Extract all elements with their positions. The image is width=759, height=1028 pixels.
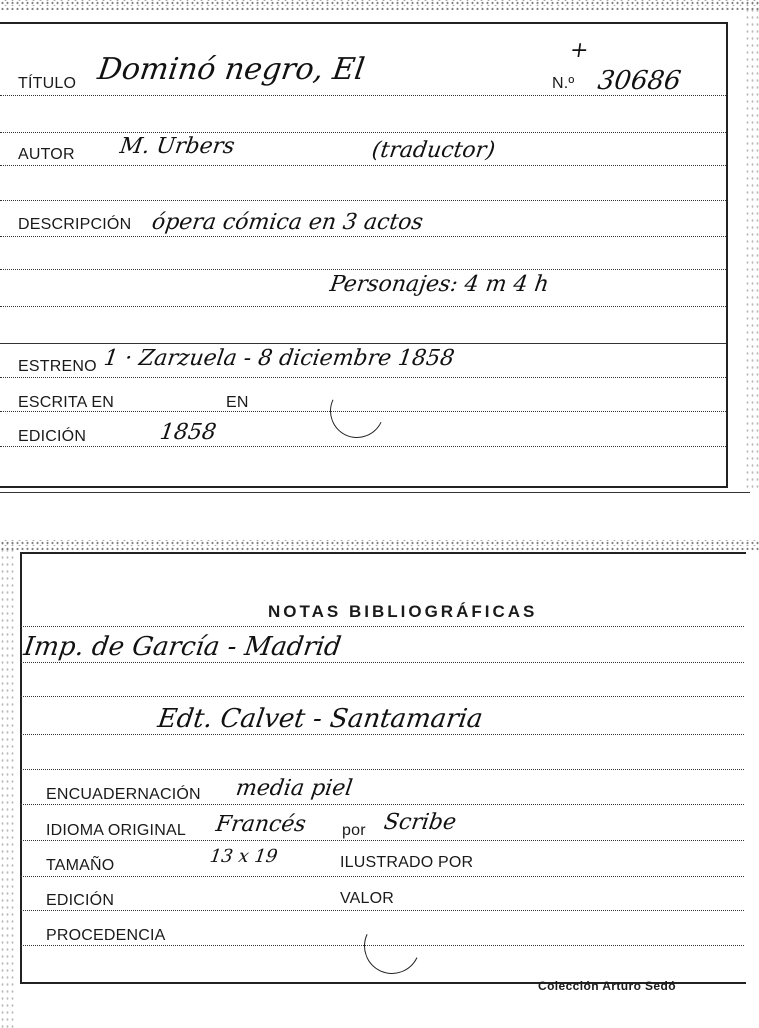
ruled-line bbox=[20, 734, 744, 735]
ruled-line bbox=[20, 840, 744, 841]
label-por: por bbox=[342, 822, 366, 839]
ruled-line bbox=[20, 626, 744, 627]
ruled-line bbox=[0, 132, 726, 133]
label-autor: AUTOR bbox=[18, 146, 75, 163]
label-edicion: EDICIÓN bbox=[18, 428, 87, 445]
ruled-line bbox=[20, 910, 744, 911]
ruled-line bbox=[20, 696, 744, 697]
label-encuadernacion: ENCUADERNACIÓN bbox=[46, 786, 201, 803]
ruled-line bbox=[20, 662, 744, 663]
notes-heading: NOTAS BIBLIOGRÁFICAS bbox=[268, 602, 538, 621]
handwritten-original-language: Francés bbox=[214, 812, 308, 837]
handwritten-author: M. Urbers bbox=[118, 134, 237, 159]
handwritten-original-author: Scribe bbox=[382, 810, 458, 835]
handwritten-characters: Personajes: 4 m 4 h bbox=[328, 272, 551, 297]
ruled-line bbox=[0, 343, 726, 344]
catalog-card-back bbox=[0, 540, 759, 1028]
collection-credit: Colección Arturo Sedó bbox=[538, 979, 676, 993]
label-numero: N.º bbox=[552, 75, 575, 92]
handwritten-title: Dominó negro, El bbox=[95, 52, 367, 87]
ruled-line bbox=[20, 876, 744, 877]
handwritten-size: 13 x 19 bbox=[208, 846, 279, 867]
ruled-line bbox=[0, 165, 726, 166]
catalog-card-front bbox=[0, 0, 759, 492]
ruled-line bbox=[0, 446, 726, 447]
ruled-line bbox=[0, 377, 726, 378]
ruled-line bbox=[0, 200, 726, 201]
ruled-line bbox=[0, 269, 726, 270]
label-edicion: EDICIÓN bbox=[46, 892, 115, 909]
handwritten-note-printer: Imp. de García - Madrid bbox=[21, 632, 344, 662]
handwritten-premiere: 1 · Zarzuela - 8 diciembre 1858 bbox=[102, 346, 456, 371]
handwritten-mark: + bbox=[568, 38, 591, 63]
label-ilustrado-por: ILUSTRADO POR bbox=[340, 854, 474, 871]
torn-edge bbox=[0, 540, 14, 1028]
ruled-line bbox=[0, 236, 726, 237]
label-valor: VALOR bbox=[340, 890, 395, 907]
label-procedencia: PROCEDENCIA bbox=[46, 927, 166, 944]
label-titulo: TÍTULO bbox=[18, 75, 77, 92]
handwritten-binding: media piel bbox=[234, 776, 355, 801]
ruled-line bbox=[20, 769, 744, 770]
label-escrita-en: ESCRITA EN bbox=[18, 394, 114, 411]
label-estreno: ESTRENO bbox=[18, 358, 97, 375]
ruled-line bbox=[20, 804, 744, 805]
handwritten-number: 30686 bbox=[595, 66, 683, 96]
card-separator bbox=[0, 492, 750, 493]
torn-edge bbox=[745, 0, 759, 492]
torn-edge bbox=[0, 0, 759, 10]
handwritten-note-publisher: Edt. Calvet - Santamaria bbox=[155, 704, 485, 734]
label-idioma-original: IDIOMA ORIGINAL bbox=[46, 822, 186, 839]
handwritten-description: ópera cómica en 3 actos bbox=[150, 210, 425, 235]
label-tamano: TAMAÑO bbox=[46, 857, 115, 874]
ruled-line bbox=[0, 306, 726, 307]
label-en: EN bbox=[226, 394, 249, 411]
handwritten-author-role: (traductor) bbox=[370, 138, 497, 163]
torn-edge bbox=[0, 540, 759, 550]
label-descripcion: DESCRIPCIÓN bbox=[18, 216, 132, 233]
handwritten-edition: 1858 bbox=[158, 420, 218, 445]
